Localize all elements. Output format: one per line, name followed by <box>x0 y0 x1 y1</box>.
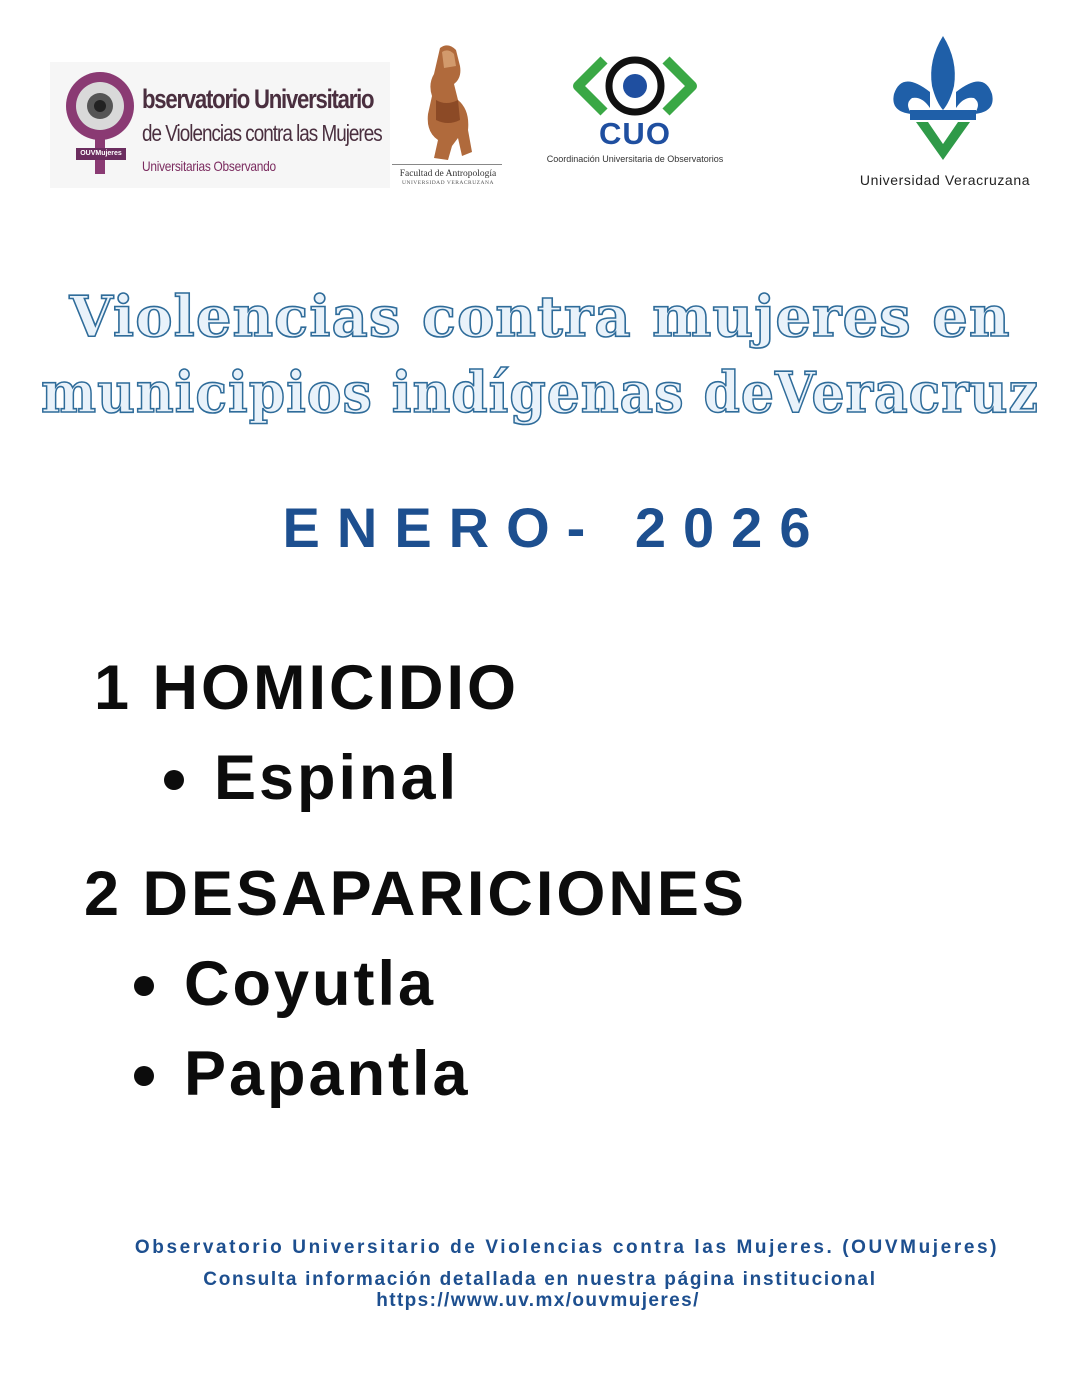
antropologia-divider <box>392 164 502 165</box>
uv-logo <box>850 34 1040 194</box>
antropologia-logo <box>388 40 508 190</box>
bullet-icon <box>134 976 154 996</box>
cuo-logo <box>540 52 730 172</box>
footer-organization: Observatorio Universitario de Violencias contra las Mujeres. (OUVMujeres) <box>134 1237 1000 1258</box>
fleur-de-lis-icon <box>850 34 1040 164</box>
eye-icon <box>540 52 730 118</box>
antropologia-name: Facultad de Antropología <box>399 169 497 179</box>
footer-note: Consulta información detallada en nuestra página institucional <box>203 1269 877 1290</box>
page-title-line2: municipios indígenas deVeracruz <box>41 360 1039 426</box>
ouv-logo <box>50 62 390 188</box>
ouv-logo-line2: de Violencias contra las Mujeres <box>142 120 382 146</box>
uv-name: Universidad Veracruzana <box>859 172 1031 188</box>
figurine-icon <box>388 40 508 162</box>
ouv-tag: OUVMujeres <box>76 148 126 160</box>
cuo-acronym: CUO <box>599 116 671 151</box>
section-heading-desapariciones: 2 DESAPARICIONES <box>84 859 747 929</box>
bullet-icon <box>164 770 184 790</box>
list-item: Espinal <box>214 743 460 813</box>
page-title-line1: Violencias contra mujeres en <box>69 284 1011 350</box>
ouv-logo-line1: bservatorio Universitario <box>142 84 374 114</box>
ouv-logo-line3: Universitarias Observando <box>142 158 276 174</box>
cuo-subtitle: Coordinación Universitaria de Observatorios <box>546 154 724 164</box>
list-item: Coyutla <box>184 949 437 1019</box>
report-date: ENERO- 2026 <box>282 496 828 559</box>
footer-url-link[interactable]: https://www.uv.mx/ouvmujeres/ <box>376 1290 700 1311</box>
bullet-icon <box>134 1066 154 1086</box>
list-item: Papantla <box>184 1039 471 1109</box>
antropologia-university: UNIVERSIDAD VERACRUZANA <box>402 180 494 186</box>
section-heading-homicidio: 1 HOMICIDIO <box>94 653 520 723</box>
